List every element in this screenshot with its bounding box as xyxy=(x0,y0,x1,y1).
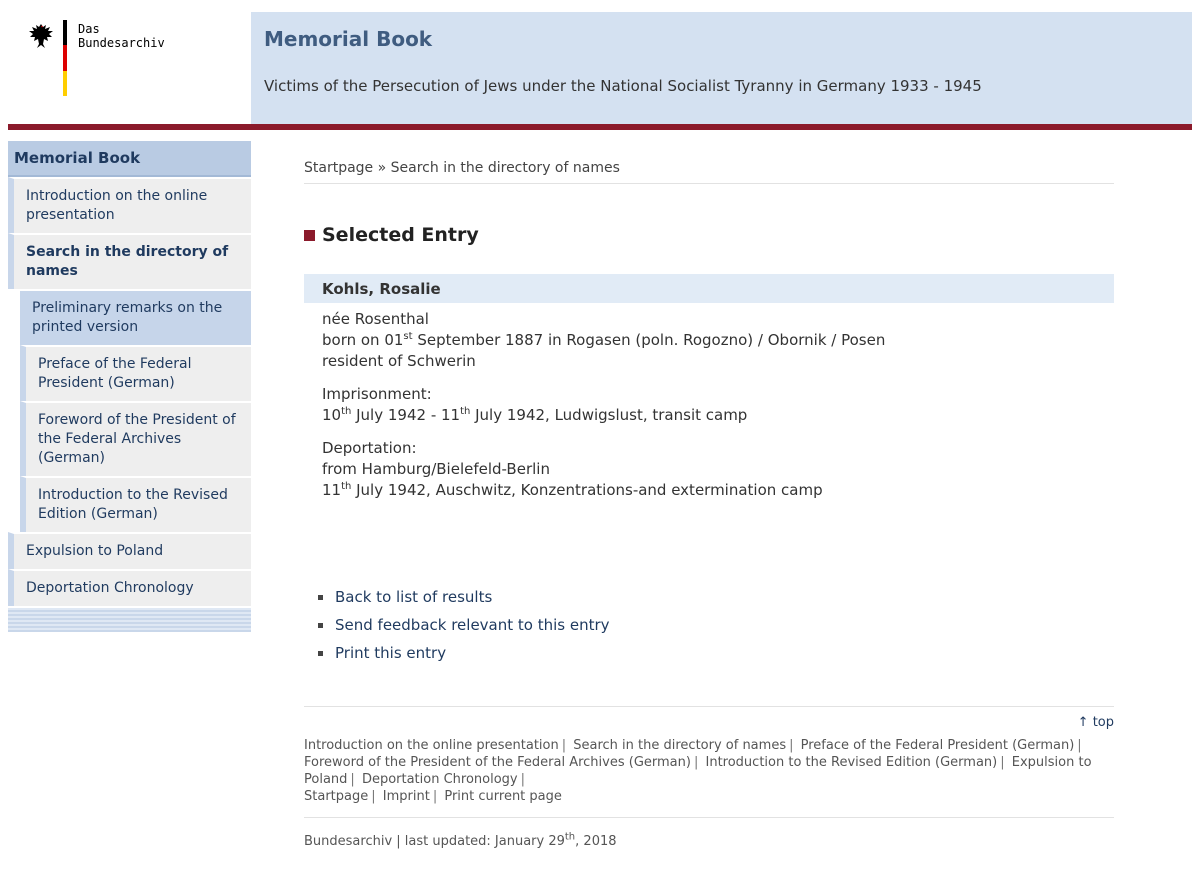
last-updated: Bundesarchiv | last updated: January 29th, 2018 xyxy=(304,817,1114,849)
header-divider xyxy=(8,124,1192,130)
footer-link-startpage[interactable]: Startpage xyxy=(304,789,369,804)
entry-resident: resident of Schwerin xyxy=(322,352,476,370)
sidebar-item-revised-edition[interactable]: Introduction to the Revised Edition (German) xyxy=(20,476,251,532)
footer-link-revised-edition[interactable]: Introduction to the Revised Edition (German) xyxy=(705,755,998,770)
page-header xyxy=(8,12,1192,124)
deportation-from: from Hamburg/Bielefeld-Berlin xyxy=(322,460,550,478)
footer-link-preface[interactable]: Preface of the Federal President (German) xyxy=(800,738,1075,753)
page-footer xyxy=(304,706,1114,849)
top-link-row xyxy=(304,707,1114,737)
sidebar-item-expulsion-poland[interactable]: Expulsion to Poland xyxy=(8,532,251,569)
breadcrumb-separator: » xyxy=(377,160,387,176)
back-to-results-link[interactable]: Back to list of results xyxy=(335,588,493,606)
federal-eagle-icon xyxy=(28,22,54,50)
section-title xyxy=(304,224,1114,246)
send-feedback-link[interactable]: Send feedback relevant to this entry xyxy=(335,616,610,634)
entry-personal xyxy=(322,309,1096,372)
section-title-text: Selected Entry xyxy=(322,224,479,246)
title-box xyxy=(251,12,1192,124)
logo-line-2: Bundesarchiv xyxy=(78,36,165,50)
sidebar-item-preface-president[interactable]: Preface of the Federal President (German) xyxy=(20,345,251,401)
entry-deportation xyxy=(322,438,1096,501)
footer-link-foreword[interactable]: Foreword of the President of the Federal Archives (German) xyxy=(304,755,691,770)
footer-link-introduction[interactable]: Introduction on the online presentation xyxy=(304,738,559,753)
logo-text xyxy=(78,22,165,50)
footer-link-chronology[interactable]: Deportation Chronology xyxy=(361,772,518,787)
main-content xyxy=(304,150,1114,667)
site-title: Memorial Book xyxy=(264,27,433,51)
breadcrumb-current: Search in the directory of names xyxy=(390,160,620,176)
action-item xyxy=(318,583,1114,611)
entry-nee: née Rosenthal xyxy=(322,310,429,328)
sidebar-nav xyxy=(8,141,251,632)
bundesarchiv-logo[interactable] xyxy=(8,12,251,124)
entry-born: born on 01st September 1887 in Rogasen (poln. Rogozno) / Obornik / Posen xyxy=(322,331,886,349)
footer-links-secondary: Startpage | Imprint | Print current page xyxy=(304,789,562,804)
sidebar-item-search-directory[interactable]: Search in the directory of names xyxy=(8,233,251,289)
sidebar-item-deportation-chronology[interactable]: Deportation Chronology xyxy=(8,569,251,606)
footer-links-primary: Introduction on the online presentation | Search in the directory of names | Preface of the Federal President (German) | Foreword of the President of the Federal Archives (German) | Introduction to the Revised Edition (German) | Expulsion to Poland | Deportation Chronology | xyxy=(304,738,1092,787)
deportation-detail: 11th July 1942, Auschwitz, Konzentrations-and extermination camp xyxy=(322,481,823,499)
deportation-label: Deportation: xyxy=(322,439,417,457)
german-flag-bar xyxy=(63,20,67,96)
square-marker-icon xyxy=(304,230,315,241)
action-item xyxy=(318,611,1114,639)
sidebar-heading[interactable]: Memorial Book xyxy=(8,141,251,177)
imprisonment-label: Imprisonment: xyxy=(322,385,432,403)
print-entry-link[interactable]: Print this entry xyxy=(335,644,447,662)
logo-line-1: Das xyxy=(78,22,100,36)
sidebar-footer xyxy=(8,608,251,632)
breadcrumb xyxy=(304,150,1114,184)
footer-link-expulsion[interactable]: Expulsion to Poland xyxy=(304,755,1092,787)
entry-imprisonment xyxy=(322,384,1096,426)
sidebar-item-foreword[interactable]: Foreword of the President of the Federal Archives (German) xyxy=(20,401,251,476)
footer-links xyxy=(304,737,1114,805)
sidebar-item-introduction[interactable]: Introduction on the online presentation xyxy=(8,177,251,233)
sidebar-item-preliminary-remarks[interactable]: Preliminary remarks on the printed version xyxy=(20,289,251,345)
action-item xyxy=(318,639,1114,667)
footer-link-imprint[interactable]: Imprint xyxy=(382,789,430,804)
entry-details xyxy=(304,303,1114,519)
footer-link-print-page[interactable]: Print current page xyxy=(444,789,562,804)
entry-actions xyxy=(304,583,1114,667)
imprisonment-detail: 10th July 1942 - 11th July 1942, Ludwigslust, transit camp xyxy=(322,406,748,424)
entry-name: Kohls, Rosalie xyxy=(304,274,1114,303)
site-subtitle: Victims of the Persecution of Jews under the National Socialist Tyranny in Germany 1933 - 1945 xyxy=(264,77,982,95)
footer-link-search[interactable]: Search in the directory of names xyxy=(573,738,787,753)
breadcrumb-startpage[interactable]: Startpage xyxy=(304,160,374,176)
back-to-top-link[interactable]: ↑ top xyxy=(1077,715,1114,730)
